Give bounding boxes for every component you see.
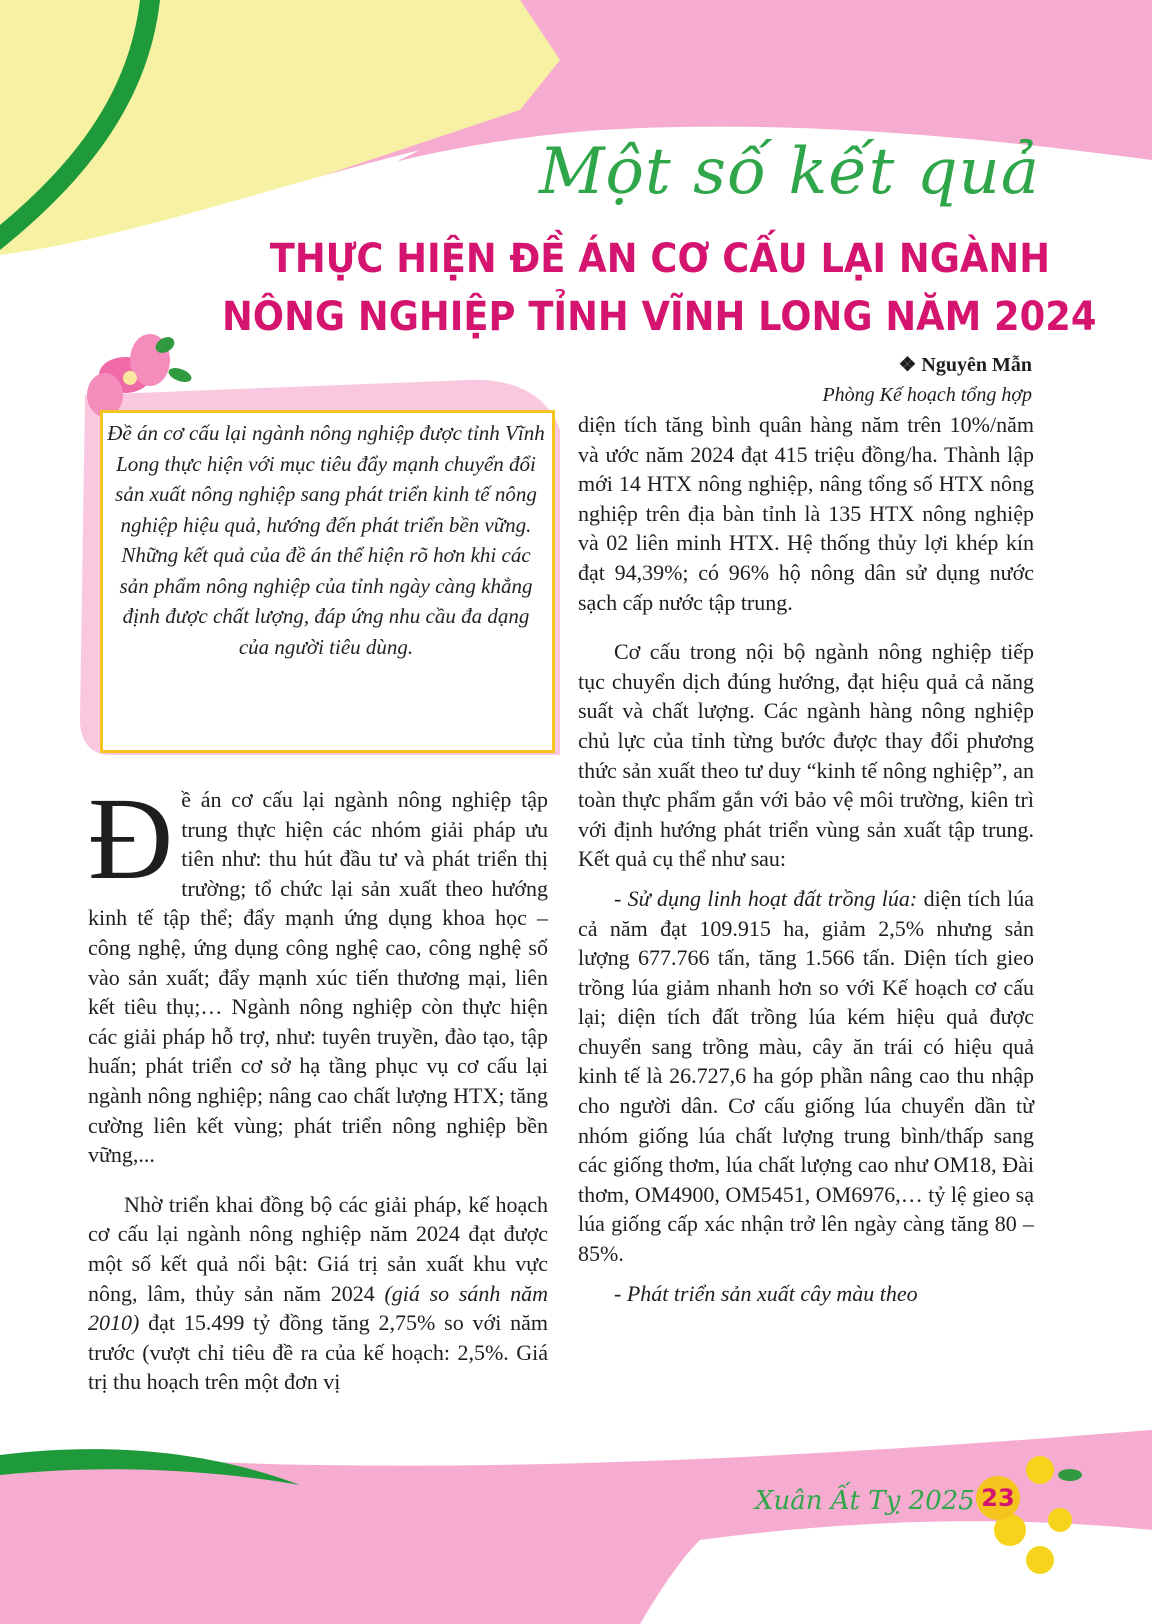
title-line-2: NÔNG NGHIỆP TỈNH VĨNH LONG NĂM 2024 [222, 294, 1097, 340]
right-paragraph-3-heading: - Sử dụng linh hoạt đất trồng lúa: [614, 885, 918, 911]
right-paragraph-3 [578, 884, 1034, 1269]
byline [822, 350, 1032, 410]
title-line-1: THỰC HIỆN ĐỀ ÁN CƠ CẤU LẠI NGÀNH [269, 236, 1050, 282]
script-title: Một số kết quả [538, 135, 1040, 209]
drop-cap: Đ [88, 773, 174, 904]
left-paragraph-1 [88, 773, 548, 1170]
left-paragraph-2-italic: (giá so sánh năm 2010) [88, 1280, 548, 1336]
left-paragraph-1-text: ề án cơ cấu lại ngành nông nghiệp tập trung thực hiện các nhóm giải pháp ưu tiên như: thu hút đầu tư và phát triển thị trường; tổ chức lại sản xuất theo hướng kinh tế tập thể; đẩy mạnh ứng dụng khoa học – công nghệ, ứng dụng công nghệ cao, công nghệ số vào sản xuất; đẩy mạnh xúc tiến thương mại, liên kết tiêu thụ;… Ngành nông nghiệp còn thực hiện các giải pháp hỗ trợ, như: tuyên truyền, đào tạo, tập huấn; phát triển cơ sở hạ tầng phục vụ cơ cấu lại ngành nông nghiệp; nâng cao chất lượng HTX; tăng cường liên kết vùng; phát triển nông nghiệp bền vững,... [88, 787, 548, 1168]
author-organization: Phòng Kế hoạch tổng hợp [822, 384, 1032, 406]
lead-paragraph: Đề án cơ cấu lại ngành nông nghiệp được tỉnh Vĩnh Long thực hiện với mục tiêu đẩy mạnh chuyển đổi sản xuất nông nghiệp sang phát triển kinh tế nông nghiệp hiệu quả, hướng đến phát triển bền vững. Những kết quả của đề án thể hiện rõ hơn khi các sản phẩm nông nghiệp của tỉnh ngày càng khẳng định được chất lượng, đáp ứng nhu cầu đa dạng của người tiêu dùng. [107, 421, 545, 659]
right-paragraph-2: Cơ cấu trong nội bộ ngành nông nghiệp tiếp tục chuyển dịch đúng hướng, đạt hiệu quả cả năng suất và chất lượng. Các ngành hàng nông nghiệp chủ lực của tỉnh từng bước được thay đổi phương thức sản xuất theo tư duy “kinh tế nông nghiệp”, an toàn thực phẩm gắn với bảo vệ môi trường, kiên trì với định hướng phát triển vùng sản xuất tập trung. Kết quả cụ thể như sau: [578, 639, 1034, 872]
left-paragraph-2 [88, 1190, 548, 1397]
right-paragraph-4: - Phát triển sản xuất cây màu theo [614, 1280, 918, 1306]
left-column [88, 773, 548, 1397]
left-paragraph-2-text-a: Nhờ triển khai đồng bộ các giải pháp, kế hoạch cơ cấu lại ngành nông nghiệp năm 2024 đạt được một số kết quả nổi bật: Giá trị sản xuất khu vực nông, lâm, thủy sản năm 2024 [88, 1191, 548, 1306]
right-column [578, 410, 1034, 1308]
page-number: 23 [976, 1476, 1020, 1520]
left-paragraph-2-text-b: đạt 15.499 tỷ đồng tăng 2,75% so với năm trước (vượt chỉ tiêu đề ra của kế hoạch: 2,5%. Giá trị thu hoạch trên một đơn vị [88, 1310, 548, 1395]
right-paragraph-1: diện tích tăng bình quân hàng năm trên 10%/năm và ước năm 2024 đạt 415 triệu đồng/ha. Thành lập mới 14 HTX nông nghiệp, nâng tổng số HTX nông nghiệp trên địa bàn tỉnh là 135 HTX nông nghiệp và 02 liên minh HTX. Hệ thống thủy lợi khép kín đạt 94,39%; có 96% hộ nông dân sử dụng nước sạch cấp nước tập trung. [578, 412, 1034, 615]
article-title [222, 230, 1097, 346]
issue-label: Xuân Ất Tỵ 2025 [755, 1486, 975, 1516]
author-name: ❖ Nguyên Mẫn [898, 354, 1032, 376]
right-paragraph-3-text: diện tích lúa cả năm đạt 109.915 ha, giảm 2,5% nhưng sản lượng 677.766 tấn, tăng 1.566 tấn. Diện tích gieo trồng lúa giảm nhanh hơn so với Kế hoạch cơ cấu lại; diện tích đất trồng lúa kém hiệu quả được chuyển sang trồng màu, cây ăn trái có hiệu quả kinh tế là 26.727,6 ha góp phần nâng cao thu nhập cho người dân. Cơ cấu giống lúa chuyển dần từ nhóm giống lúa chất lượng trung bình/thấp sang các giống thơm, lúa chất lượng cao như OM18, Đài thơm, OM4900, OM5451, OM6976,… tỷ lệ gieo sạ lúa giống cấp xác nhận trở lên ngày càng tăng 80 – 85%. [578, 885, 1035, 1267]
